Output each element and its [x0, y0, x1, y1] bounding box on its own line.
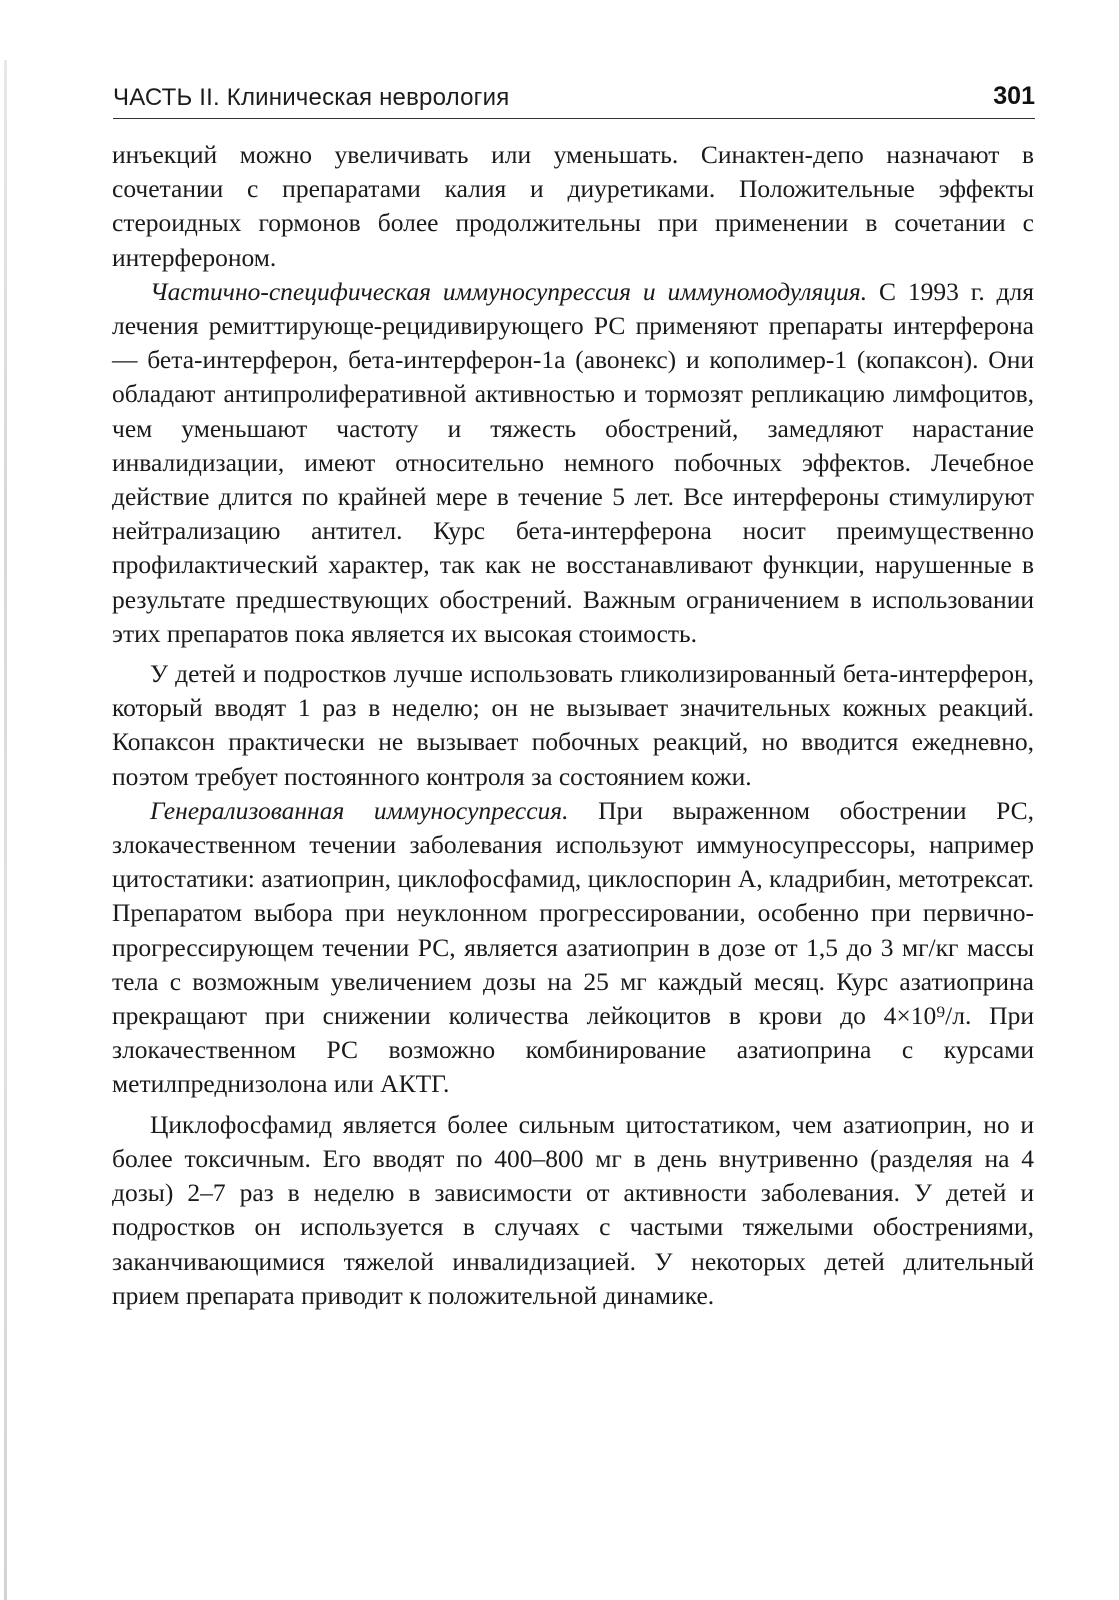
paragraph-3 — [112, 657, 1034, 794]
scan-edge-shadow — [4, 60, 7, 1600]
page-number: 301 — [993, 82, 1035, 110]
paragraph-5 — [112, 1108, 1034, 1313]
paragraph-2 — [112, 275, 1034, 651]
paragraph-2-text: С 1993 г. для лечения ремиттирующе-рецидивирующего РС применяют препараты интерферона — бета-интерферон, бета-интерферон-1а (авонекс) и кополимер-1 (копаксон). Они обладают антипролиферативной активностью и тормозят репликацию лимфоцитов, чем уменьшают частоту и тяжесть обострений, замедляют нарастание инвалидизации, имеют относительно немного побочных эффектов. Лечебное действие длится по крайней мере в течение 5 лет. Все интерфероны стимулируют нейтрализацию антител. Курс бета-интерферона носит преимущественно профилактический характер, так как не восстанавливают функции, нарушенные в результате предшествующих обострений. Важным ограничением в использовании этих препаратов пока является их высокая стоимость. — [112, 276, 1034, 648]
paragraph-2-lead: Частично-специфическая иммуносупрессия и иммуномодуляция. — [150, 276, 868, 306]
paragraph-4 — [112, 794, 1034, 1102]
running-header — [113, 84, 1035, 119]
paragraph-1 — [112, 138, 1034, 275]
chapter-title: ЧАСТЬ II. Клиническая неврология — [113, 84, 510, 111]
paragraph-4-text: При выраженном обострении РС, злокачественном течении заболевания используют иммуносупрессоры, например цитостатики: азатиоприн, циклофосфамид, циклоспорин А, кладрибин, метотрексат. Препаратом выбора при неуклонном прогрессировании, особенно при первично-прогрессирующем течении РС, является азатиоприн в дозе от 1,5 до 3 мг/кг массы тела с возможным увеличением дозы на 25 мг каждый месяц. Курс азатиоприна прекращают при снижении количества лейкоцитов в крови до 4×10⁹/л. При злокачественном РС возможно комбинирование азатиоприна с курсами метилпреднизолона или АКТГ. — [112, 795, 1034, 1099]
paragraph-3-text: У детей и подростков лучше использовать гликолизированный бета-интерферон, который вводят 1 раз в неделю; он не вызывает значительных кожных реакций. Копаксон практически не вызывает побочных реакций, но вводится ежедневно, поэтом требует постоянного контроля за состоянием кожи. — [112, 659, 1034, 791]
paragraph-4-lead: Генерализованная иммуносупрессия. — [150, 795, 569, 825]
page-body — [112, 138, 1034, 1313]
paragraph-1-text: инъекций можно увеличивать или уменьшать. Синактен-депо назначают в сочетании с препаратами калия и диуретиками. Положительные эффекты стероидных гормонов более продолжительны при применении в сочетании с интерфероном. — [112, 140, 1034, 272]
paragraph-5-text: Циклофосфамид является более сильным цитостатиком, чем азатиоприн, но и более токсичным. Его вводят по 400–800 мг в день внутривенно (разделяя на 4 дозы) 2–7 раз в неделю в зависимости от активности заболевания. У детей и подростков он используется в случаях с частыми тяжелыми обострениями, заканчивающимися тяжелой инвалидизацией. У некоторых детей длительный прием препарата приводит к положительной динамике. — [112, 1109, 1034, 1310]
